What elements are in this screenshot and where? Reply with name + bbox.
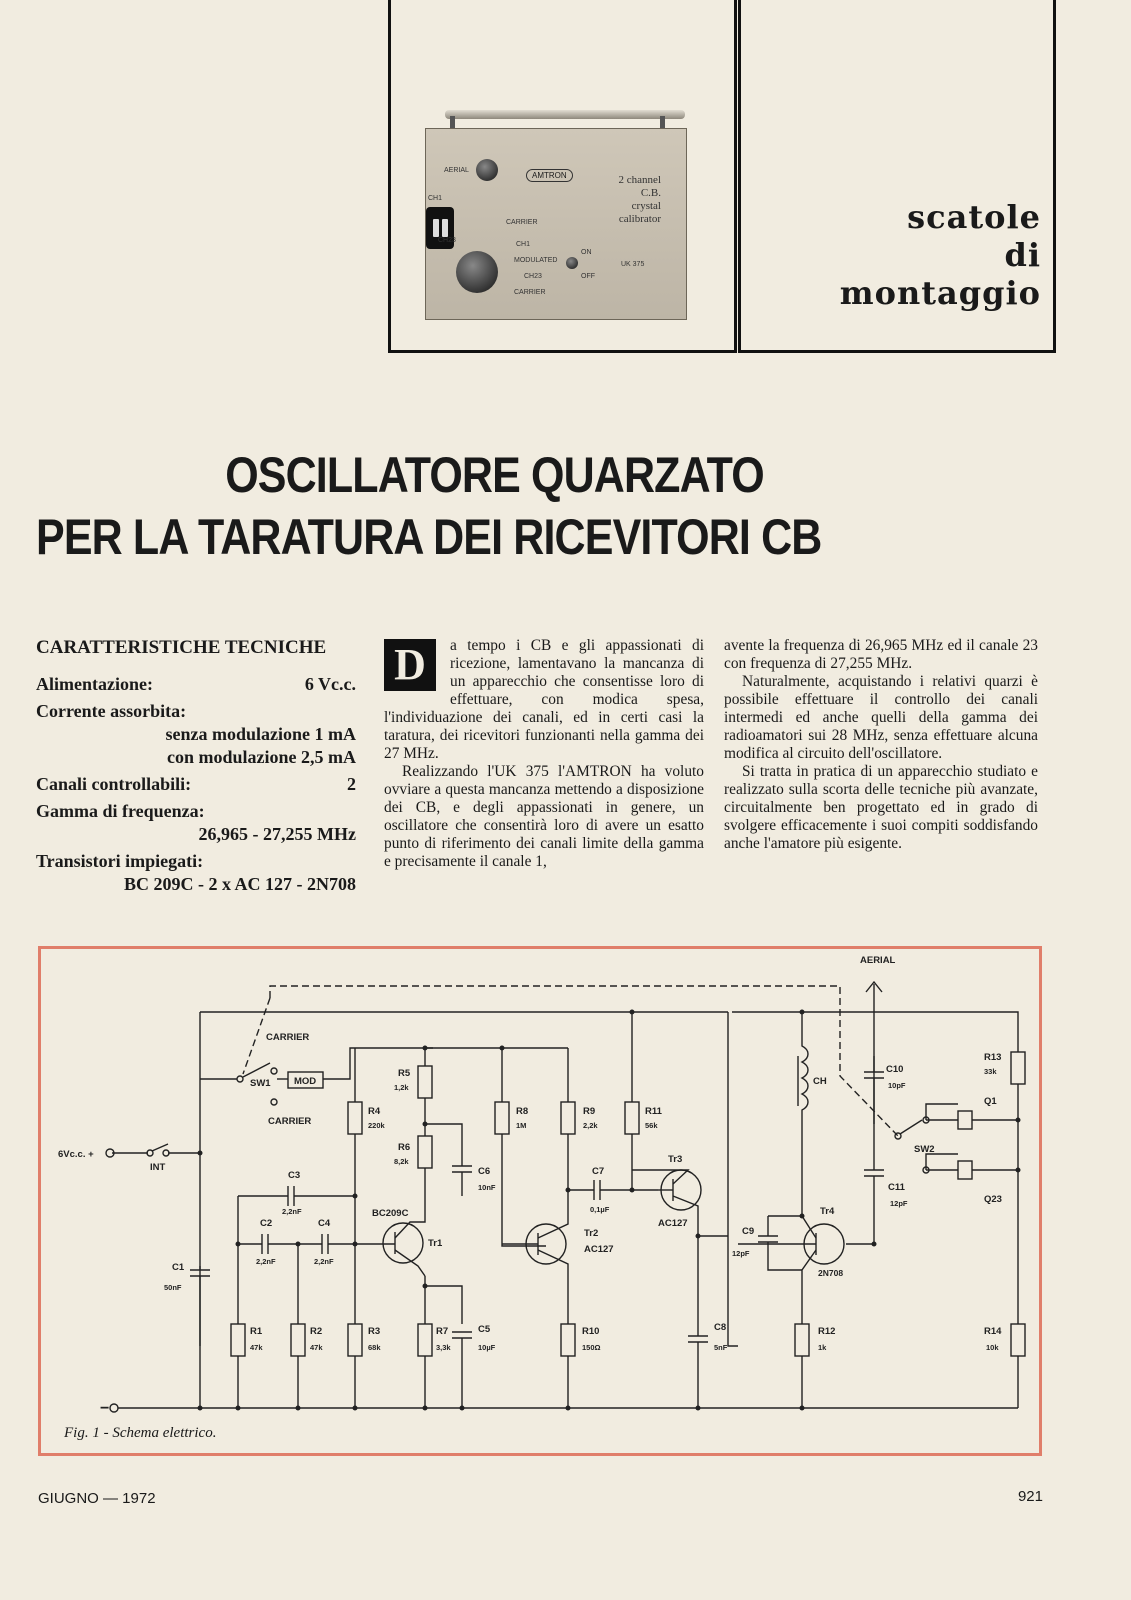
- ch23-selector-label: CH23: [524, 273, 542, 280]
- svg-text:5nF: 5nF: [714, 1343, 728, 1352]
- svg-text:C3: C3: [288, 1170, 301, 1181]
- svg-text:Q1: Q1: [984, 1096, 997, 1107]
- carrier-bottom-label: CARRIER: [268, 1116, 312, 1127]
- svg-text:10k: 10k: [986, 1343, 999, 1352]
- minus-label: −: [100, 1400, 110, 1417]
- ch1-selector-label: CH1: [516, 241, 531, 248]
- svg-text:C11: C11: [888, 1182, 905, 1193]
- title-line-2: PER LA TARATURA DEI RICEVITORI CB: [36, 509, 822, 565]
- drop-cap: D: [384, 639, 436, 691]
- device-photo: [425, 110, 685, 320]
- title-line-1: OSCILLATORE QUARZATO: [225, 447, 764, 503]
- svg-text:1k: 1k: [818, 1343, 827, 1352]
- svg-text:Tr1: Tr1: [428, 1238, 443, 1249]
- paragraph-2: Realizzando l'UK 375 l'AMTRON ha voluto ovviare a questa mancanza mettendo a disposizione dei CB, e degli appassionati in genere, un oscillatore che consentirà loro di avere un esatto punto di riferimento dei canali limite della gamma e precisamente il canale 1,: [384, 763, 704, 870]
- svg-text:C1: C1: [172, 1262, 185, 1273]
- antenna: [445, 110, 685, 119]
- svg-text:R9: R9: [583, 1106, 596, 1117]
- device-title: 2 channel C.B. crystal calibrator: [618, 174, 661, 225]
- svg-text:C6: C6: [478, 1166, 491, 1177]
- svg-text:R1: R1: [250, 1326, 263, 1337]
- paragraph-1: a tempo i CB e gli appassionati di ricezione, lamentavano la mancanza di un apparecchio che consentisse loro di effettuare, con modica spesa, l'individuazione dei canali, ed in certi casi la taratura, dei ricevitori funzionanti nella gamma dei 27 MHz.: [384, 637, 704, 762]
- svg-text:2,2nF: 2,2nF: [314, 1257, 334, 1266]
- svg-text:SW2: SW2: [914, 1144, 935, 1155]
- svg-text:12pF: 12pF: [890, 1199, 908, 1208]
- svg-text:12pF: 12pF: [732, 1249, 750, 1258]
- brand-logo: AMTRON: [526, 169, 573, 182]
- svg-text:68k: 68k: [368, 1343, 381, 1352]
- svg-text:Tr4: Tr4: [820, 1206, 835, 1217]
- aerial-label: AERIAL: [860, 955, 896, 966]
- svg-text:C8: C8: [714, 1322, 727, 1333]
- svg-text:C7: C7: [592, 1166, 605, 1177]
- spec-channels: Canali controllabili: 2: [36, 774, 356, 794]
- svg-text:R6: R6: [398, 1142, 411, 1153]
- article-title: [36, 444, 905, 568]
- spec-current-mod: con modulazione 2,5 mA: [167, 747, 356, 767]
- ch1-label: CH1: [428, 195, 443, 202]
- spec-transistors-value: BC 209C - 2 x AC 127 - 2N708: [124, 874, 356, 894]
- svg-text:R14: R14: [984, 1326, 1002, 1337]
- page-number: 921: [1017, 1488, 1043, 1505]
- svg-text:Tr2: Tr2: [584, 1228, 599, 1239]
- svg-text:C2: C2: [260, 1218, 273, 1229]
- carrier-top-label: CARRIER: [506, 219, 538, 226]
- technical-specs: [36, 636, 356, 896]
- ch23-label: CH23: [438, 237, 456, 244]
- mod-label: MOD: [294, 1076, 317, 1087]
- svg-text:220k: 220k: [368, 1121, 385, 1130]
- svg-text:C10: C10: [886, 1064, 904, 1075]
- on-label: ON: [581, 249, 592, 256]
- circuit-schematic: [38, 946, 1042, 1456]
- spec-freq-label: Gamma di frequenza:: [36, 801, 205, 821]
- paragraph-4: Naturalmente, acquistando i relativi quarzi è possibile effettuare il controllo dei canali intermedi ed anche quelli della gamma dei radioamatori sui 28 MHz, senza effettuare alcuna modifica al circuito dell'oscillatore.: [724, 673, 1038, 762]
- int-label: INT: [150, 1162, 166, 1173]
- svg-text:2N708: 2N708: [818, 1268, 844, 1278]
- svg-text:47k: 47k: [250, 1343, 263, 1352]
- power-switch-icon: [566, 257, 578, 269]
- modulated-label: MODULATED: [514, 257, 558, 264]
- svg-text:R8: R8: [516, 1106, 529, 1117]
- svg-text:10pF: 10pF: [888, 1081, 906, 1090]
- svg-text:3,3k: 3,3k: [436, 1343, 451, 1352]
- body-column-right: [724, 637, 1038, 853]
- specs-heading: CARATTERISTICHE TECNICHE: [36, 637, 327, 658]
- svg-text:56k: 56k: [645, 1121, 658, 1130]
- svg-text:R3: R3: [368, 1326, 381, 1337]
- svg-text:10µF: 10µF: [478, 1343, 496, 1352]
- aerial-label: AERIAL: [444, 167, 469, 174]
- svg-text:Tr3: Tr3: [668, 1154, 683, 1165]
- svg-text:R5: R5: [398, 1068, 411, 1079]
- svg-text:AC127: AC127: [584, 1244, 614, 1255]
- spec-current-no-mod: senza modulazione 1 mA: [165, 724, 356, 744]
- svg-text:150Ω: 150Ω: [582, 1343, 601, 1352]
- svg-text:R10: R10: [582, 1326, 600, 1337]
- selector-knob-icon: [456, 251, 498, 293]
- aerial-socket-icon: [476, 159, 498, 181]
- svg-text:1,2k: 1,2k: [394, 1083, 409, 1092]
- svg-text:R2: R2: [310, 1326, 323, 1337]
- issue-date: GIUGNO — 1972: [38, 1490, 156, 1507]
- svg-text:BC209C: BC209C: [372, 1208, 409, 1219]
- svg-text:47k: 47k: [310, 1343, 323, 1352]
- body-column-middle: [384, 637, 704, 871]
- carrier-bottom-label: CARRIER: [514, 289, 546, 296]
- svg-text:R12: R12: [818, 1326, 836, 1337]
- svg-text:0,1µF: 0,1µF: [590, 1205, 610, 1214]
- model-label: UK 375: [621, 261, 645, 268]
- supply-label: 6Vc.c. +: [58, 1149, 94, 1160]
- paragraph-3: avente la frequenza di 26,965 MHz ed il canale 23 con frequenza di 27,255 MHz.: [724, 637, 1038, 672]
- svg-text:33k: 33k: [984, 1067, 997, 1076]
- svg-text:C9: C9: [742, 1226, 755, 1237]
- figure-caption: Fig. 1 - Schema elettrico.: [64, 1425, 217, 1441]
- carrier-top-label: CARRIER: [266, 1032, 310, 1043]
- svg-text:2,2nF: 2,2nF: [282, 1207, 302, 1216]
- device-case: [425, 128, 687, 320]
- spec-transistors-label: Transistori impiegati:: [36, 851, 204, 871]
- svg-text:R7: R7: [436, 1326, 449, 1337]
- spec-current-label: Corrente assorbita:: [36, 701, 187, 721]
- svg-text:C5: C5: [478, 1324, 491, 1335]
- svg-text:Q23: Q23: [984, 1194, 1002, 1205]
- spec-power: Alimentazione: 6 Vc.c.: [36, 674, 356, 694]
- svg-text:2,2k: 2,2k: [583, 1121, 598, 1130]
- svg-text:1M: 1M: [516, 1121, 527, 1130]
- svg-text:R11: R11: [645, 1106, 662, 1117]
- svg-text:R13: R13: [984, 1052, 1002, 1063]
- paragraph-5: Si tratta in pratica di un apparecchio studiato e realizzato sulla scorta delle tecniche più avanzate, circuitalmente ben progettato ed in grado di svolgere efficacemente i suoi compiti soddisfando anche l'amatore più esigente.: [724, 763, 1038, 852]
- svg-text:C4: C4: [318, 1218, 331, 1229]
- spec-freq-value: 26,965 - 27,255 MHz: [198, 824, 356, 844]
- sw1-label: SW1: [250, 1078, 271, 1089]
- svg-text:R4: R4: [368, 1106, 381, 1117]
- svg-text:50nF: 50nF: [164, 1283, 182, 1292]
- svg-text:10nF: 10nF: [478, 1183, 496, 1192]
- off-label: OFF: [581, 273, 595, 280]
- svg-text:CH: CH: [813, 1076, 827, 1087]
- svg-text:AC127: AC127: [658, 1218, 688, 1229]
- section-title: scatole di montaggio: [839, 198, 1041, 312]
- svg-text:8,2k: 8,2k: [394, 1157, 409, 1166]
- svg-text:2,2nF: 2,2nF: [256, 1257, 276, 1266]
